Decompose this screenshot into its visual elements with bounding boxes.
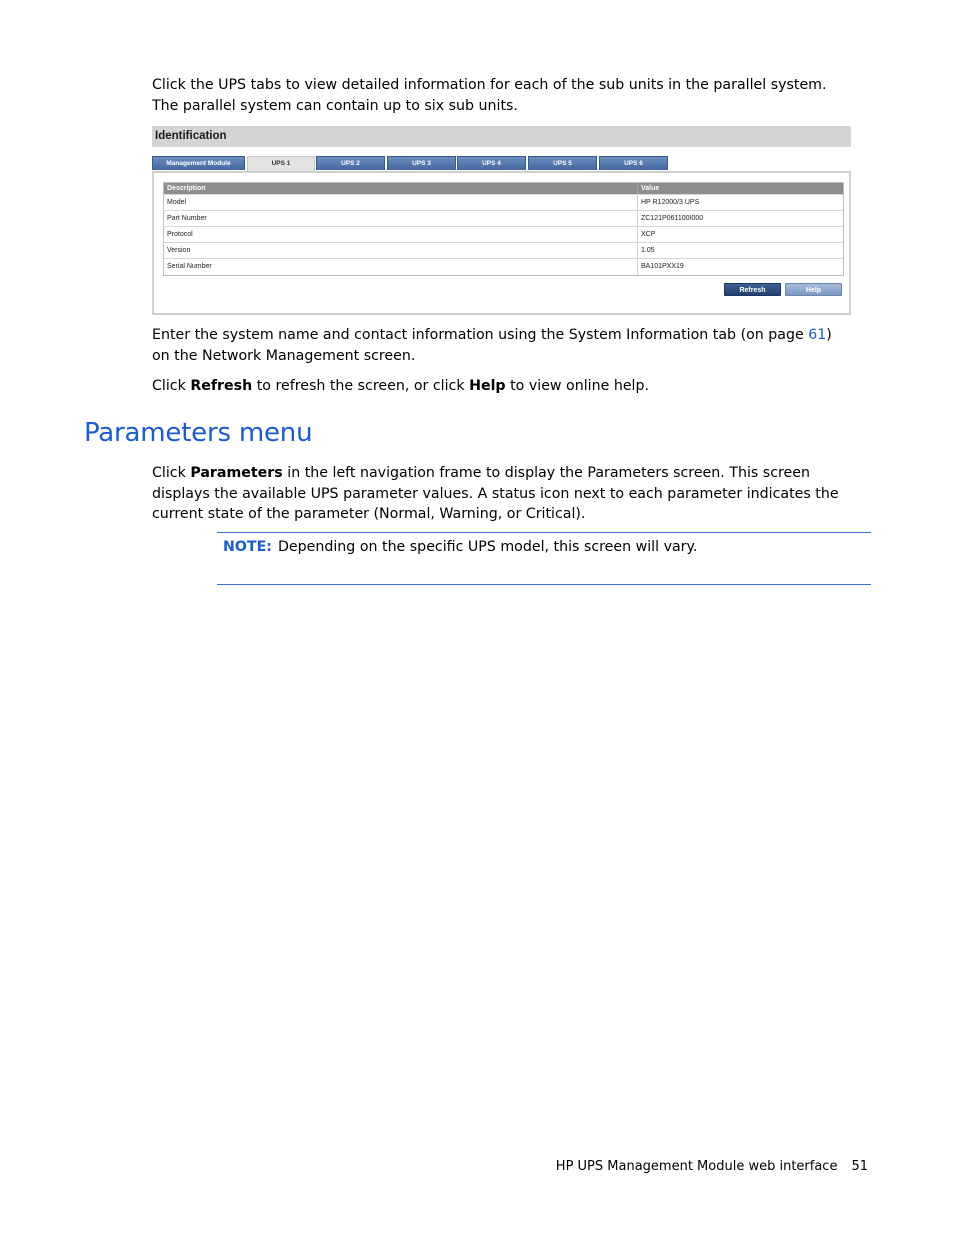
parameters-text: in the left navigation frame to display the Parameters screen. This screen displays the available UPS parameter values. A status icon next to each parameter indicates the current state of the parameter (Normal, Warning, or Critical). bbox=[152, 465, 839, 522]
page-footer bbox=[556, 1158, 868, 1176]
page-number: 51 bbox=[851, 1159, 868, 1174]
table-row bbox=[164, 227, 843, 243]
intro-paragraph: Click the UPS tabs to view detailed information for each of the sub units in the parallel system. The parallel system can contain up to six sub units. bbox=[152, 77, 827, 114]
help-button[interactable]: Help bbox=[785, 283, 842, 296]
row-value: ZC121P061100I000 bbox=[641, 215, 704, 222]
table-row bbox=[164, 211, 843, 227]
refresh-help-text: to view online help. bbox=[505, 378, 649, 394]
row-description: Serial Number bbox=[164, 259, 638, 275]
ups-tab-bar bbox=[152, 156, 851, 171]
tab-management-module[interactable]: Management Module bbox=[152, 156, 245, 170]
system-info-text: Enter the system name and contact information using the System Information tab (on page bbox=[152, 327, 809, 343]
tab-ups-4[interactable]: UPS 4 bbox=[457, 156, 526, 170]
row-description: Protocol bbox=[164, 227, 638, 242]
tab-ups-5[interactable]: UPS 5 bbox=[528, 156, 597, 170]
system-info-text-end: ) on the Network Management screen. bbox=[152, 327, 832, 364]
refresh-help-paragraph bbox=[152, 376, 852, 397]
row-value: HP R12000/3 UPS bbox=[641, 199, 700, 206]
tab-ups-1[interactable]: UPS 1 bbox=[247, 156, 315, 172]
identification-screenshot bbox=[152, 126, 851, 315]
refresh-help-text: to refresh the screen, or click bbox=[252, 378, 470, 394]
refresh-help-text: Click bbox=[152, 378, 191, 394]
page-link[interactable]: 61 bbox=[808, 327, 827, 343]
note-text: Depending on the specific UPS model, this screen will vary. bbox=[277, 539, 698, 555]
row-description: Model bbox=[164, 195, 638, 210]
tab-ups-3[interactable]: UPS 3 bbox=[387, 156, 456, 170]
identification-table bbox=[163, 182, 844, 276]
note-paragraph bbox=[223, 537, 697, 557]
table-header-row bbox=[164, 183, 843, 195]
table-row bbox=[164, 259, 843, 275]
table-row bbox=[164, 195, 843, 211]
tab-ups-6[interactable]: UPS 6 bbox=[599, 156, 668, 170]
column-header-description: Description bbox=[164, 183, 638, 194]
footer-title: HP UPS Management Module web interface bbox=[555, 1159, 838, 1174]
row-value: XCP bbox=[641, 231, 656, 238]
note-label: NOTE: bbox=[223, 539, 272, 555]
parameters-term: Parameters bbox=[190, 465, 283, 481]
table-row bbox=[164, 243, 843, 259]
identification-panel bbox=[152, 171, 851, 315]
note-box bbox=[217, 532, 871, 585]
section-heading: Parameters menu bbox=[84, 418, 313, 448]
help-term: Help bbox=[469, 378, 506, 394]
row-value: BA101PXX19 bbox=[641, 263, 684, 270]
system-info-paragraph bbox=[152, 325, 852, 366]
row-description: Version bbox=[164, 243, 638, 258]
column-header-value: Value bbox=[641, 185, 660, 192]
parameters-text: Click bbox=[152, 465, 191, 481]
parameters-paragraph bbox=[152, 463, 852, 525]
refresh-term: Refresh bbox=[190, 378, 253, 394]
tab-ups-2[interactable]: UPS 2 bbox=[316, 156, 385, 170]
refresh-button[interactable]: Refresh bbox=[724, 283, 781, 296]
identification-title: Identification bbox=[152, 126, 851, 147]
row-value: 1.05 bbox=[641, 247, 655, 254]
row-description: Part Number bbox=[164, 211, 638, 226]
